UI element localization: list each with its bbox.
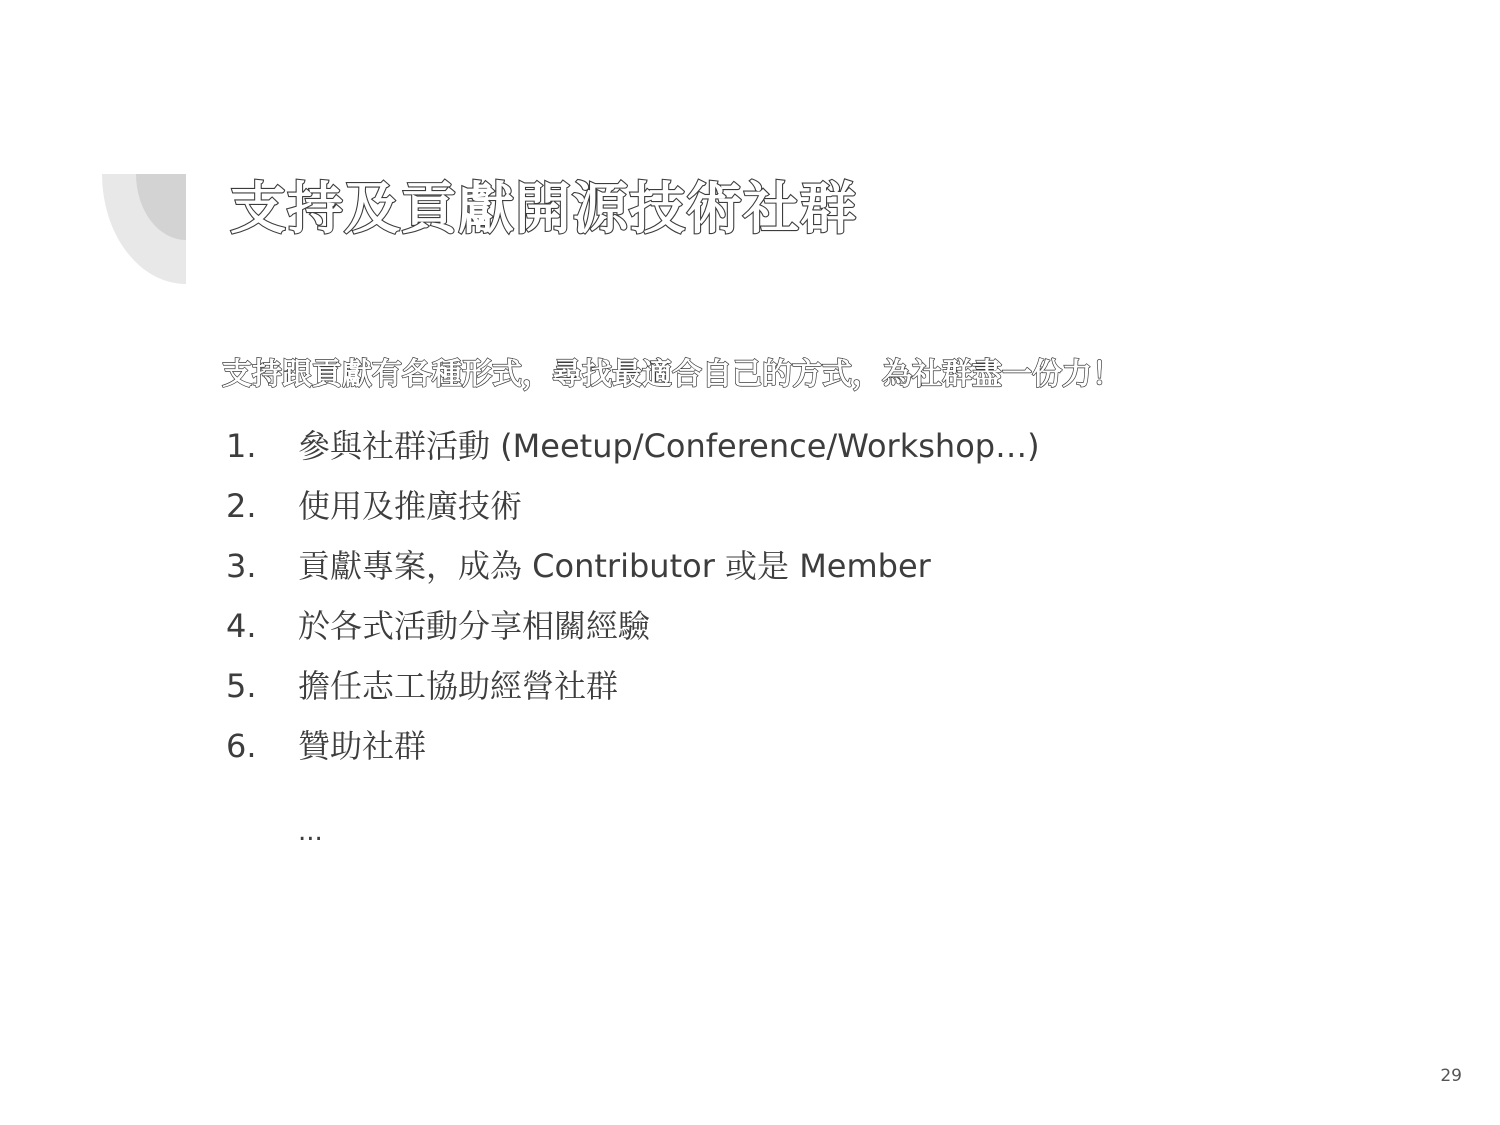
list-ellipsis: ...: [298, 817, 323, 847]
slide-subtitle: 支持跟貢獻有各種形式，尋找最適合自己的方式，為社群盡一份力！: [222, 357, 1122, 392]
list-item-number: 5.: [226, 667, 257, 705]
list-item-number: 2.: [226, 487, 257, 525]
list-item-number: 3.: [226, 547, 257, 585]
slide-title: 支持及貢獻開源技術社群: [230, 177, 857, 242]
list-item-text: 擔任志工協助經營社群: [298, 667, 619, 705]
list-item-number: 6.: [226, 727, 257, 765]
list-item-text: 使用及推廣技術: [298, 487, 523, 525]
list-item-number: 4.: [226, 607, 257, 645]
contribution-list: [226, 416, 1040, 776]
decorative-corner-shape: [102, 174, 186, 284]
list-item: [226, 416, 1040, 476]
list-item-text: 參與社群活動 (Meetup/Conference/Workshop…): [298, 427, 1040, 465]
list-item: [226, 716, 1040, 776]
page-number: 29: [1440, 1066, 1462, 1086]
list-item: [226, 476, 1040, 536]
list-item-text: 於各式活動分享相關經驗: [298, 607, 651, 645]
list-item: [226, 656, 1040, 716]
list-item-text: 贊助社群: [298, 727, 427, 765]
list-item: [226, 536, 1040, 596]
list-item-text: 貢獻專案，成為 Contributor 或是 Member: [298, 547, 931, 585]
list-item-number: 1.: [226, 427, 257, 465]
list-item: [226, 596, 1040, 656]
